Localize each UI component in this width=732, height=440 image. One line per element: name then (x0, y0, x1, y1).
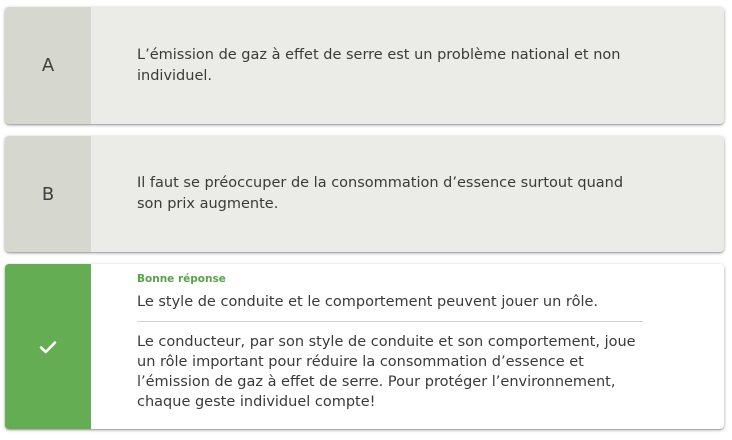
correct-answer-card (5, 264, 724, 429)
divider (137, 321, 643, 322)
answer-option-a[interactable] (5, 7, 724, 124)
option-text-b (91, 136, 724, 252)
correct-answer-content (91, 264, 643, 429)
check-icon-container (5, 264, 91, 429)
check-icon (39, 340, 57, 354)
explanation-text: Le conducteur, par son style de conduite et son comportement, joue un rôle important pour réduire la consommation d’essence et l’émission de gaz à effet de serre. Pour protéger l’environnement, chaque geste individuel compte! (137, 334, 636, 410)
answer-option-b[interactable] (5, 136, 724, 252)
correct-answer-text: Le style de conduite et le comportement peuvent jouer un rôle. (137, 294, 598, 310)
option-text: L’émission de gaz à effet de serre est un problème national et non individuel. (137, 46, 621, 84)
option-text: Il faut se préoccuper de la consommation d’essence surtout quand son prix augmente. (137, 175, 624, 212)
option-letter-a: A (5, 7, 91, 124)
option-letter-b: B (5, 136, 91, 252)
correct-answer-label: Bonne réponse (137, 273, 226, 285)
option-text-a (91, 7, 724, 124)
